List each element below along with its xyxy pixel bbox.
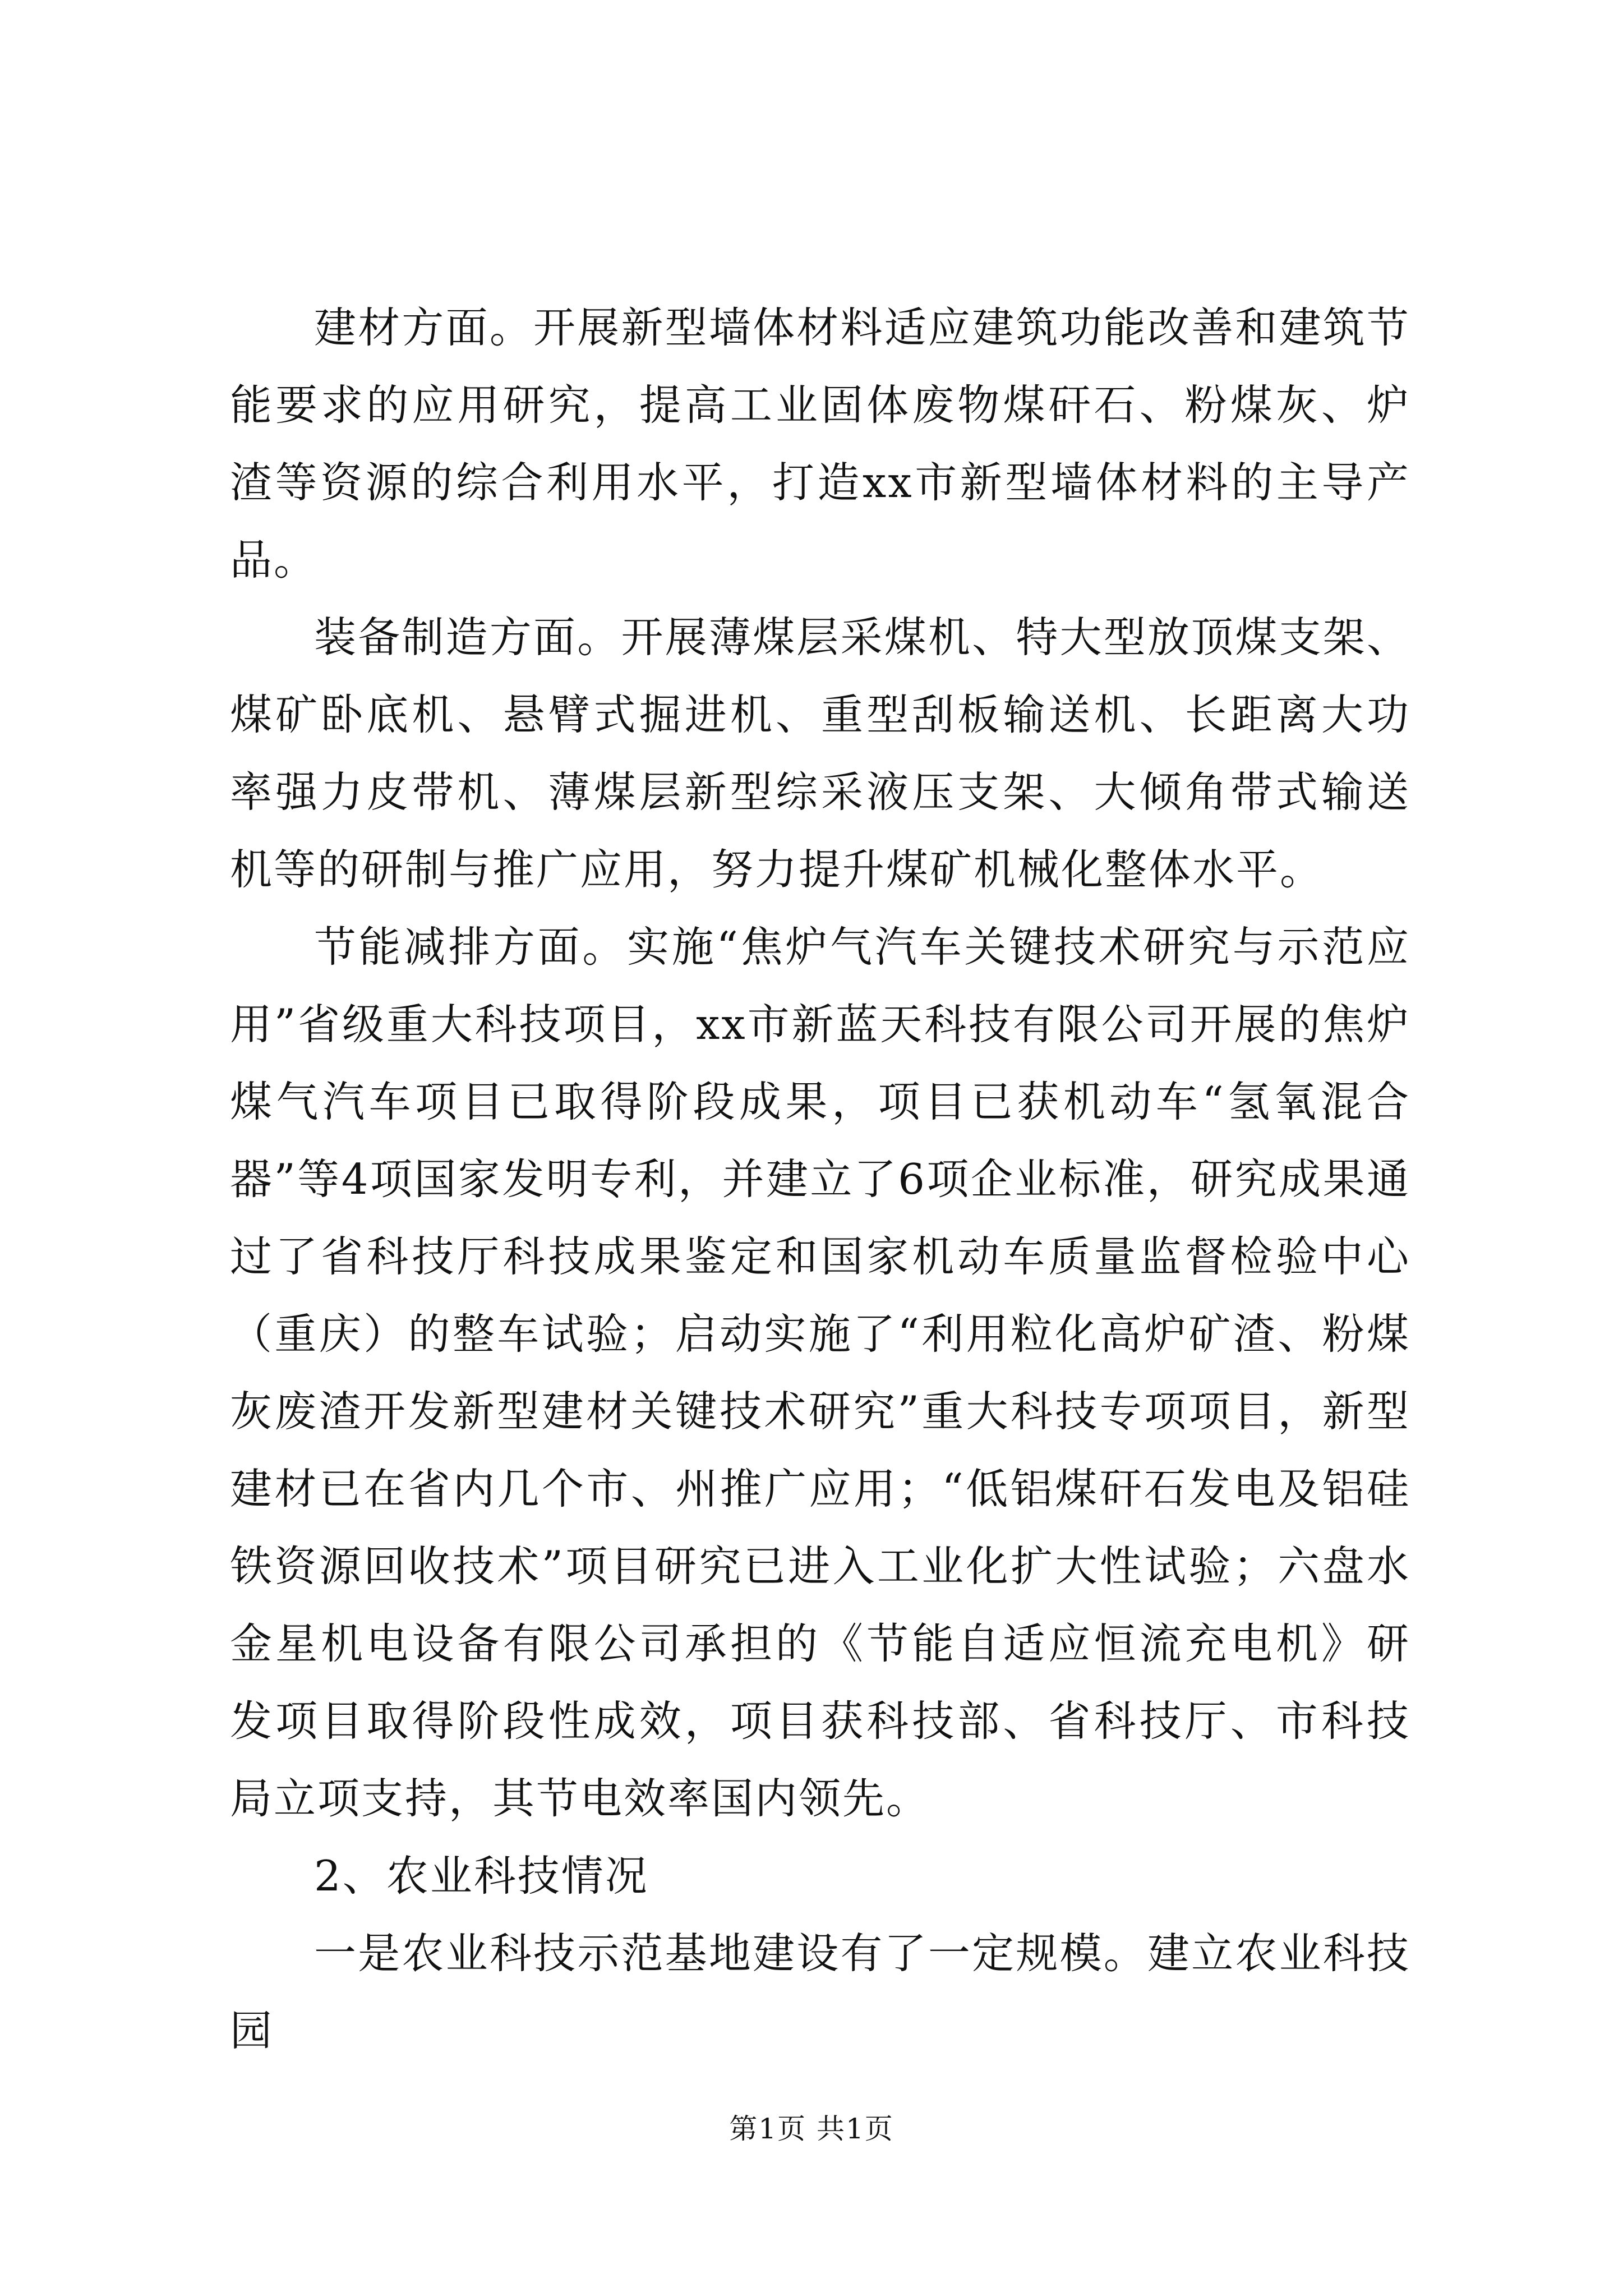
section-heading-agriculture: 2、农业科技情况 (314, 1851, 649, 1901)
paragraph-equipment-manufacturing: 装备制造方面。开展薄煤层采煤机、特大型放顶煤支架、煤矿卧底机、悬臂式掘进机、重型刮板输送机、长距离大功率强力皮带机、薄煤层新型综采液压支架、大倾角带式输送机等的研制与推广应用，努力提升煤矿机械化整体水平。 (230, 613, 1410, 894)
page-footer: 第1页 共1页 (729, 2113, 894, 2145)
document-body (230, 289, 1410, 2069)
paragraph-energy-saving: 节能减排方面。实施“焦炉气汽车关键技术研究与示范应用”省级重大科技项目，xx市新蓝天科技有限公司开展的焦炉煤气汽车项目已取得阶段成果，项目已获机动车“氢氧混合器”等4项国家发明专利，并建立了6项企业标准，研究成果通过了省科技厅科技成果鉴定和国家机动车质量监督检验中心（重庆）的整车试验；启动实施了“利用粒化高炉矿渣、粉煤灰废渣开发新型建材关键技术研究”重大科技专项项目，新型建材已在省内几个市、州推广应用；“低铝煤矸石发电及铝硅铁资源回收技术”项目研究已进入工业化扩大性试验；六盘水金星机电设备有限公司承担的《节能自适应恒流充电机》研发项目取得阶段性成效，项目获科技部、省科技厅、市科技局立项支持，其节电效率国内领先。 (230, 922, 1410, 1823)
paragraph-building-materials: 建材方面。开展新型墙体材料适应建筑功能改善和建筑节能要求的应用研究，提高工业固体废物煤矸石、粉煤灰、炉渣等资源的综合利用水平，打造xx市新型墙体材料的主导产品。 (230, 303, 1410, 585)
paragraph-agriculture-intro: 一是农业科技示范基地建设有了一定规模。建立农业科技园 (230, 1929, 1410, 2055)
